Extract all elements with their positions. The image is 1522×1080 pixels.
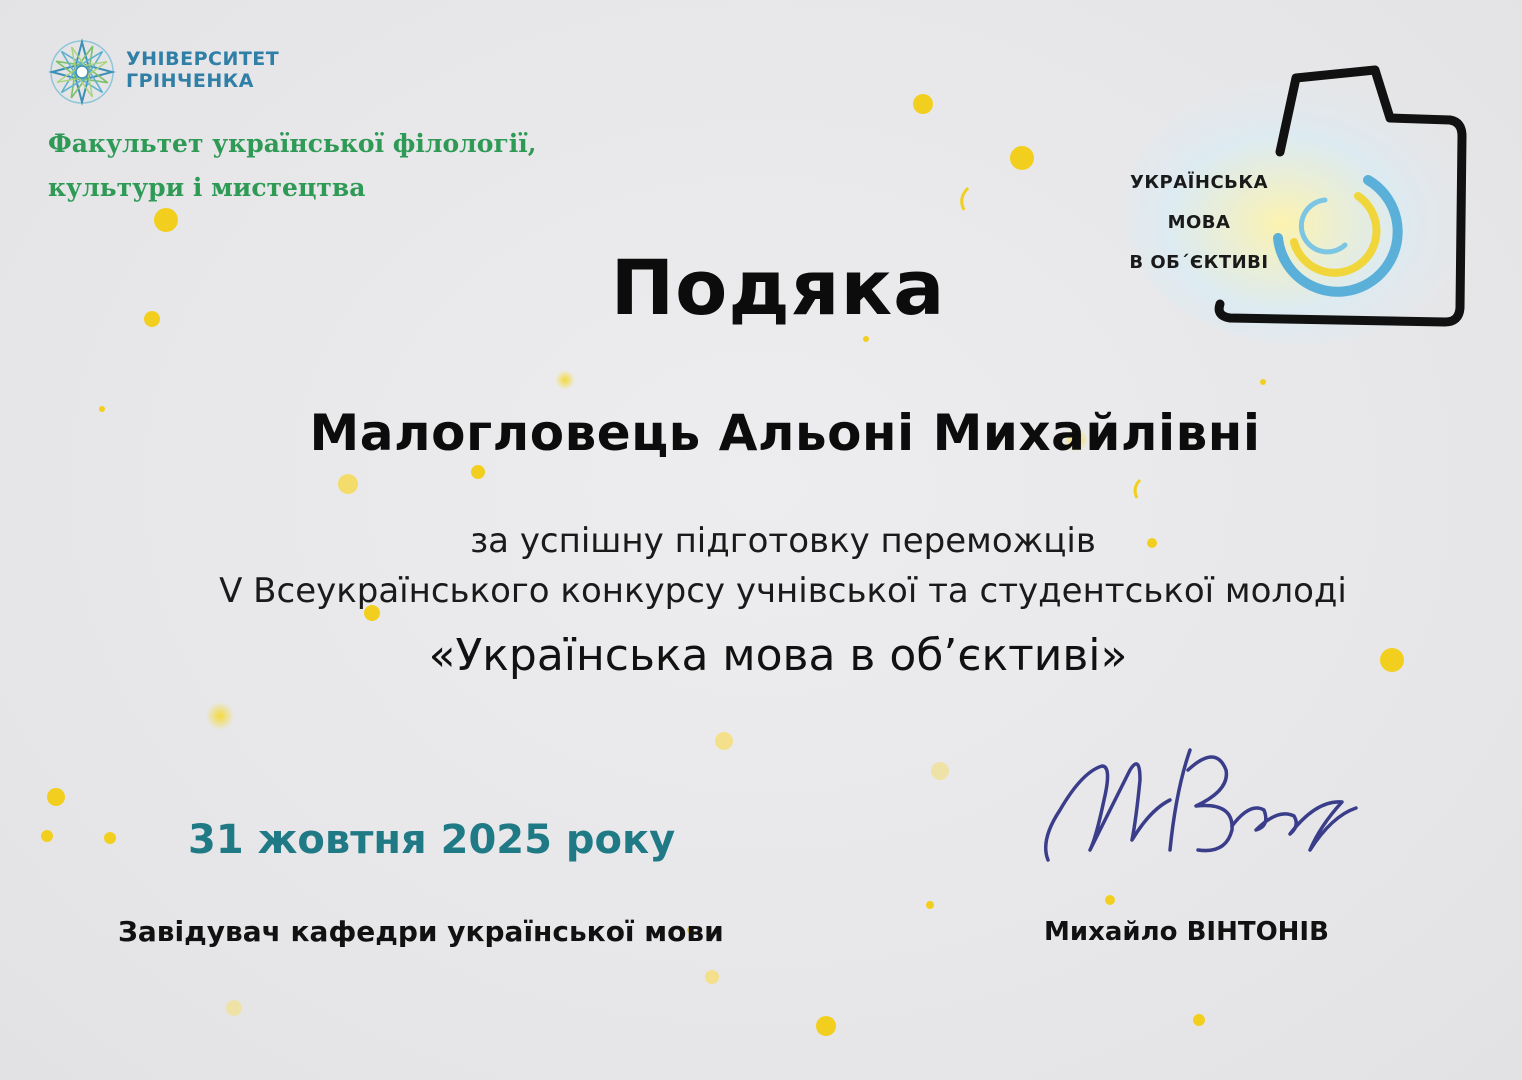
signer-name: Михайло ВІНТОНІВ bbox=[1044, 917, 1329, 947]
reason-text bbox=[0, 516, 1522, 616]
contest-logo-line3: В ОБ´ЄКТИВІ bbox=[1129, 252, 1269, 273]
reason-line1: за успішну підготовку переможців bbox=[470, 521, 1096, 561]
contest-logo-line1: УКРАЇНСЬКА bbox=[1129, 172, 1269, 193]
reason-line2: V Всеукраїнського конкурсу учнівської та студентської молоді bbox=[219, 571, 1347, 611]
recipient-name: Малогловець Альоні Михайлівні bbox=[309, 404, 1261, 462]
university-name-line1: УНІВЕРСИТЕТ bbox=[126, 48, 280, 70]
university-name bbox=[126, 48, 279, 92]
university-logo bbox=[48, 38, 288, 110]
faculty-name bbox=[48, 122, 536, 210]
signer-position: Завідувач кафедри української мови bbox=[118, 915, 724, 948]
certificate-date: 31 жовтня 2025 року bbox=[188, 817, 676, 863]
signature-image bbox=[1020, 730, 1380, 890]
certificate-title: Подяка bbox=[610, 243, 946, 332]
contest-name: «Українська мова в об’єктиві» bbox=[428, 630, 1128, 681]
faculty-line1: Факультет української філології, bbox=[48, 129, 537, 158]
contest-logo-line2: МОВА bbox=[1167, 212, 1231, 233]
university-star-logo-icon bbox=[48, 38, 116, 106]
faculty-line2: культури і мистецтва bbox=[48, 173, 366, 202]
university-name-line2: ГРІНЧЕНКА bbox=[126, 70, 254, 92]
